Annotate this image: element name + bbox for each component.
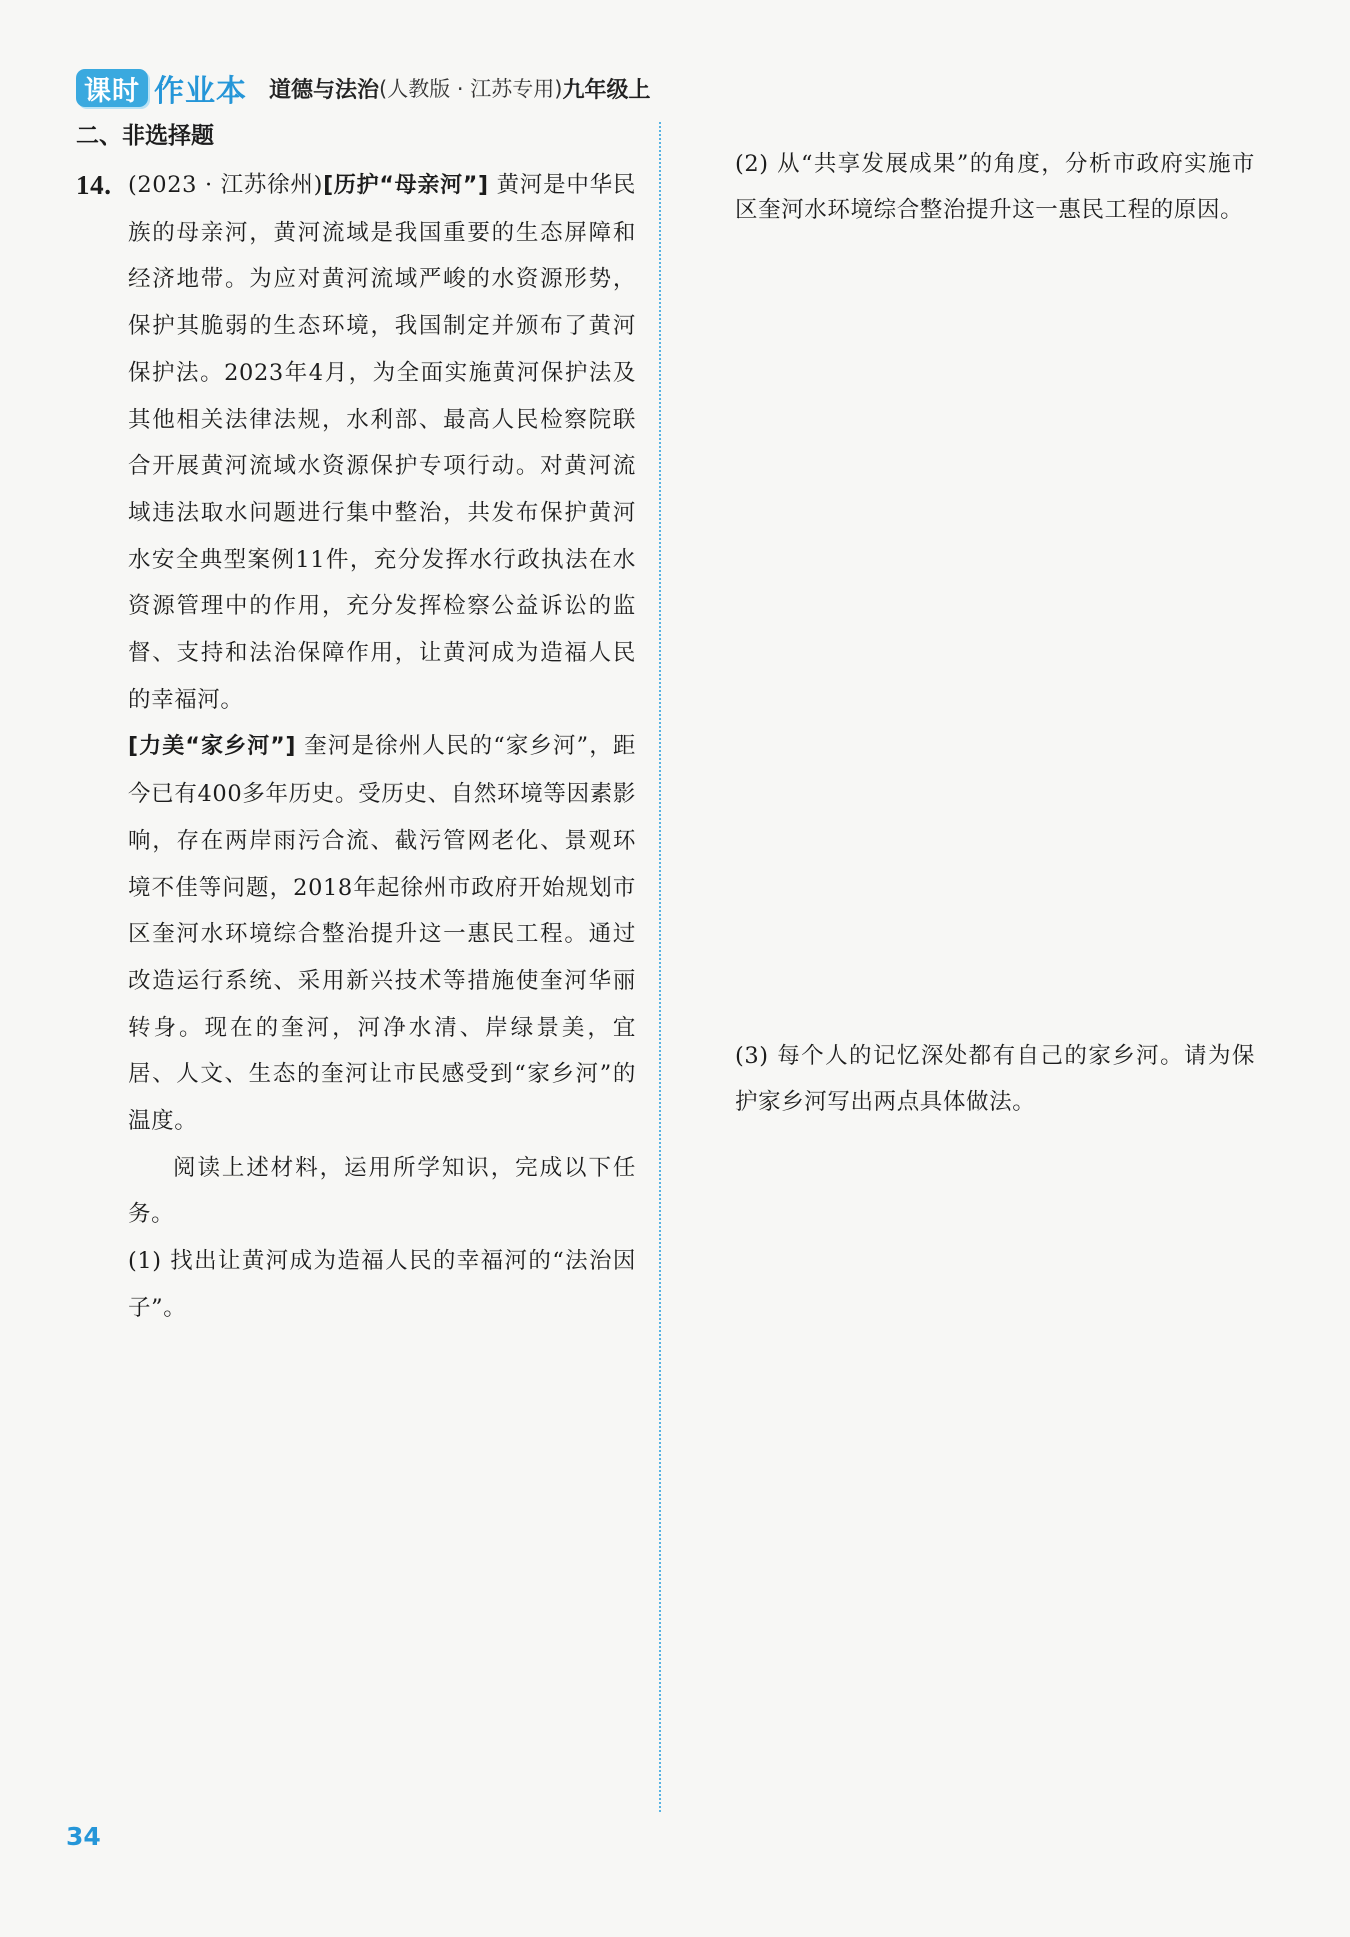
question-number: 14. <box>76 170 112 200</box>
material-paragraph-2 <box>128 723 636 1144</box>
material-paragraph-1 <box>128 162 636 723</box>
sub-question-3: (3) 每个人的记忆深处都有自己的家乡河。请为保护家乡河写出两点具体做法。 <box>735 1042 1255 1116</box>
material-tag-2: [力美“家乡河”] <box>128 734 297 760</box>
material-tag-1: [历护“母亲河”] <box>323 173 489 198</box>
page-number: 34 <box>66 1822 101 1851</box>
brand-logo-badge: 课时 <box>76 69 148 107</box>
brand-logo-text: 作业本 <box>154 74 247 109</box>
left-column <box>76 118 636 1332</box>
question-source: (2023 · 江苏徐州) <box>128 172 324 198</box>
sub-question-1: (1) 找出让黄河成为造福人民的幸福河的“法治因子”。 <box>128 1248 636 1321</box>
question-14 <box>76 162 636 1332</box>
section-title: 二、非选择题 <box>76 123 214 149</box>
sub-question-2: (2) 从“共享发展成果”的角度，分析市政府实施市区奎河水环境综合整治提升这一惠民工程的原因。 <box>735 150 1255 224</box>
page-header <box>76 66 650 110</box>
material-text-2: 奎河是徐州人民的“家乡河”，距今已有400多年历史。受历史、自然环境等因素影响，存在两岸雨污合流、截污管网老化、景观环境不佳等问题，2018年起徐州市政府开始规划市区奎河水环境综合整治提升这一惠民工程。通过改造运行系统、采用新兴技术等措施使奎河华丽转身。现在的奎河，河净水清、岸绿景美，宜居、人文、生态的奎河让市民感受到“家乡河”的温度。 <box>128 733 636 1135</box>
edition-label: (人教版 · 江苏专用) <box>379 77 563 101</box>
grade-label: 九年级上 <box>562 77 651 103</box>
subject-title: 道德与法治 <box>269 77 380 103</box>
instruction-text: 阅读上述材料，运用所学知识，完成以下任务。 <box>128 1154 636 1228</box>
column-divider <box>659 122 661 1812</box>
material-text-1: 黄河是中华民族的母亲河，黄河流域是我国重要的生态屏障和经济地带。为应对黄河流域严峻的水资源形势，保护其脆弱的生态环境，我国制定并颁布了黄河保护法。2023年4月，为全面实施黄河保护法及其他相关法律法规，水利部、最高人民检察院联合开展黄河流域水资源保护专项行动。对黄河流域违法取水问题进行集中整治，共发布保护黄河水安全典型案例11件，充分发挥水行政执法在水资源管理中的作用，充分发挥检察公益诉讼的监督、支持和法治保障作用，让黄河成为造福人民的幸福河。 <box>128 172 636 713</box>
